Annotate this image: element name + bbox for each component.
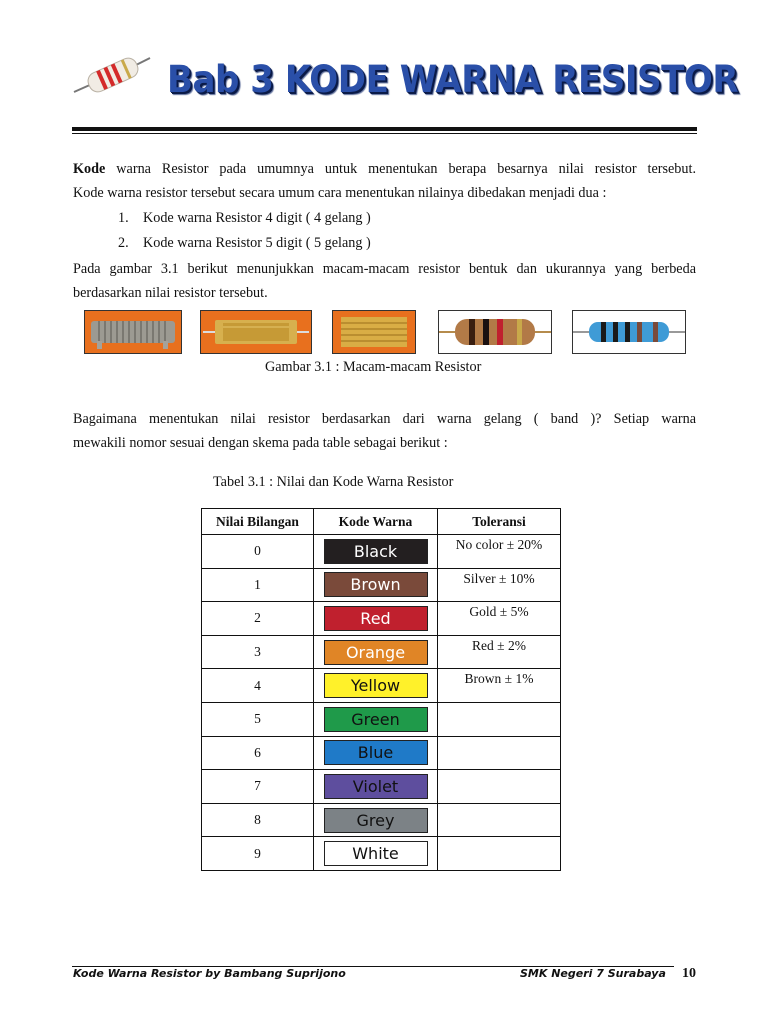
para3-line-1: Bagaimana menentukan nilai resistor berdasarkan dari warna gelang ( band )? Setiap warna	[73, 411, 696, 427]
resistor-icon	[72, 52, 152, 98]
para2-line-2: berdasarkan nilai resistor tersebut.	[73, 285, 268, 301]
intro-bold-word: Kode	[73, 161, 106, 177]
value-cell: 5	[202, 702, 314, 736]
table-row	[202, 770, 561, 804]
table-row	[202, 669, 561, 703]
table-row	[202, 535, 561, 569]
tolerance-cell: No color ± 20%	[438, 535, 561, 569]
header-value: Nilai Bilangan	[202, 509, 314, 535]
header-rule	[72, 127, 697, 131]
tolerance-cell	[438, 803, 561, 837]
tolerance-cell	[438, 736, 561, 770]
header-color: Kode Warna	[314, 509, 438, 535]
table-row	[202, 803, 561, 837]
tolerance-cell	[438, 770, 561, 804]
chapter-header	[72, 48, 739, 138]
page-number: 10	[682, 966, 696, 981]
wirewound-resistor-image	[84, 310, 182, 354]
finned-resistor-image	[332, 310, 416, 354]
color-cell	[314, 837, 438, 871]
value-cell: 8	[202, 803, 314, 837]
tolerance-cell: Brown ± 1%	[438, 669, 561, 703]
chapter-title: Bab 3 KODE WARNA RESISTOR	[167, 58, 739, 101]
intro-line-2: Kode warna resistor tersebut secara umum cara menentukan nilainya dibedakan menjadi dua :	[73, 185, 607, 201]
carbon-resistor-image	[438, 310, 552, 354]
list-item	[118, 206, 371, 231]
color-swatch: Grey	[324, 808, 428, 833]
aluminum-housed-resistor-image	[200, 310, 312, 354]
table-row	[202, 837, 561, 871]
tolerance-cell	[438, 837, 561, 871]
table-body	[202, 535, 561, 871]
header-rule-thin	[72, 133, 697, 134]
value-cell: 6	[202, 736, 314, 770]
tolerance-cell: Gold ± 5%	[438, 602, 561, 636]
list-number: 2.	[118, 234, 129, 251]
value-cell: 9	[202, 837, 314, 871]
value-cell: 4	[202, 669, 314, 703]
table-row	[202, 568, 561, 602]
color-swatch: Green	[324, 707, 428, 732]
color-swatch: Black	[324, 539, 428, 564]
resistor-photos	[84, 310, 686, 352]
color-swatch: Yellow	[324, 673, 428, 698]
color-cell	[314, 770, 438, 804]
color-swatch: Red	[324, 606, 428, 631]
list-text: Kode warna Resistor 4 digit ( 4 gelang )	[143, 210, 371, 226]
value-cell: 7	[202, 770, 314, 804]
color-cell	[314, 702, 438, 736]
footer-author: Kode Warna Resistor by Bambang Suprijono	[73, 967, 346, 980]
table-row	[202, 602, 561, 636]
list-item	[118, 231, 371, 256]
color-cell	[314, 803, 438, 837]
color-cell	[314, 669, 438, 703]
color-swatch: Orange	[324, 640, 428, 665]
tolerance-cell: Red ± 2%	[438, 635, 561, 669]
para3-line-2: mewakili nomor sesuai dengan skema pada table sebagai berikut :	[73, 435, 448, 451]
table-header-row	[202, 509, 561, 535]
tolerance-cell: Silver ± 10%	[438, 568, 561, 602]
intro-line-1-text: warna Resistor pada umumnya untuk menentukan berapa besarnya nilai resistor tersebut.	[105, 161, 696, 177]
header-tolerance: Toleransi	[438, 509, 561, 535]
color-cell	[314, 602, 438, 636]
intro-line-1	[73, 157, 696, 182]
metal-film-resistor-image	[572, 310, 686, 354]
value-cell: 3	[202, 635, 314, 669]
table-caption: Tabel 3.1 : Nilai dan Kode Warna Resistor	[213, 474, 454, 490]
value-cell: 2	[202, 602, 314, 636]
color-swatch: Blue	[324, 740, 428, 765]
table-row	[202, 635, 561, 669]
table-row	[202, 702, 561, 736]
para2-line-1: Pada gambar 3.1 berikut menunjukkan macam-macam resistor bentuk dan ukurannya yang berbeda	[73, 261, 696, 277]
color-code-table	[201, 508, 561, 871]
value-cell: 1	[202, 568, 314, 602]
list-text: Kode warna Resistor 5 digit ( 5 gelang )	[143, 234, 371, 251]
footer-school: SMK Negeri 7 Surabaya	[520, 967, 666, 980]
tolerance-cell	[438, 702, 561, 736]
table-row	[202, 736, 561, 770]
value-cell: 0	[202, 535, 314, 569]
color-swatch: Brown	[324, 572, 428, 597]
color-cell	[314, 535, 438, 569]
color-cell	[314, 635, 438, 669]
color-swatch: Violet	[324, 774, 428, 799]
color-cell	[314, 736, 438, 770]
digit-list	[118, 206, 371, 255]
figure-caption: Gambar 3.1 : Macam-macam Resistor	[265, 359, 482, 375]
color-swatch: White	[324, 841, 428, 866]
color-cell	[314, 568, 438, 602]
list-number: 1.	[118, 210, 129, 226]
